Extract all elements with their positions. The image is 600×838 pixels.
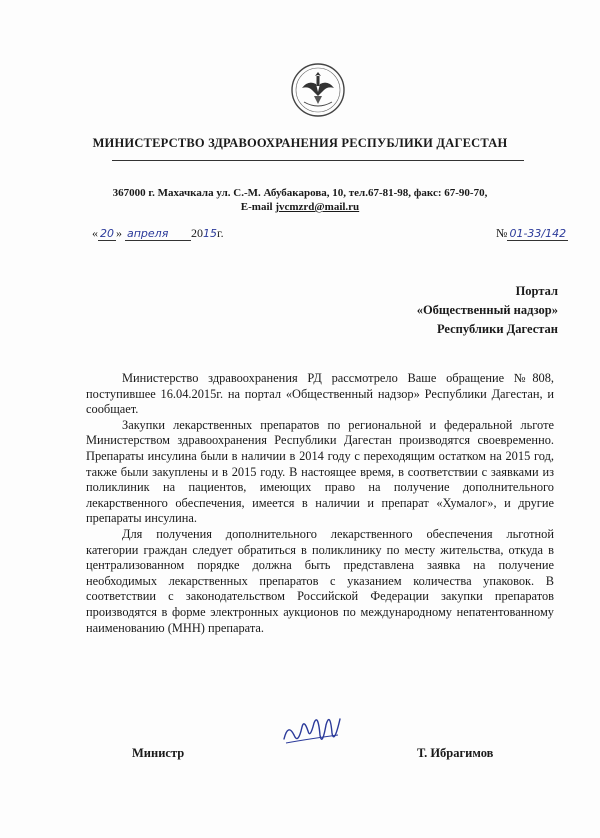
address-line: 367000 г. Махачкала ул. С.-М. Абубакарова, 10, тел.67-81-98, факс: 67-90-70, (112, 187, 488, 199)
date-close-quote: » (116, 226, 122, 240)
recipient-line: «Общественный надзор» (416, 303, 558, 317)
email-line (0, 200, 600, 214)
ministry-title: МИНИСТЕРСТВО ЗДРАВООХРАНЕНИЯ РЕСПУБЛИКИ ДАГЕСТАН (92, 136, 508, 150)
date-year-suffix: 15 (203, 227, 217, 240)
email-link[interactable]: jvcmzrd@mail.ru (275, 201, 360, 213)
date-year-prefix: 20 (191, 226, 203, 240)
date-month: апреля (125, 227, 191, 241)
letterhead-address (0, 186, 600, 214)
signature-name: Т. Ибрагимов (417, 746, 494, 760)
header-divider (112, 160, 524, 161)
signature-role: Министр (132, 746, 185, 760)
body-paragraph: Министерство здравоохранения РД рассмотрело Ваше обращение №808, поступившее 16.04.2015г. на портал «Общественный надзор» Республики Дагестан, и сообщает. (86, 371, 554, 417)
recipient-block (417, 282, 558, 339)
recipient-line: Портал (515, 284, 558, 298)
email-label: E-mail (240, 201, 276, 213)
letter-body (86, 371, 554, 636)
date-year-end: г. (217, 226, 224, 240)
reference-prefix: № (496, 226, 508, 240)
letter-date (92, 226, 224, 241)
body-paragraph: Закупки лекарственных препаратов по региональной и федеральной льготе Министерством здравоохранения Республики Дагестан производятся своевременно. Препараты инсулина были в наличии в 2014 году с переходящим остатком на 2015 год, также были закуплены и в 2015 году. В настоящее время, в соответствии с заявками из поликлиник на пациентов, имеющих право на получение дополнительного лекарственного обеспечения, имеется в наличии и препарат «Хумалог», и другие препараты инсулина. (86, 417, 554, 526)
coat-of-arms-icon (290, 62, 346, 118)
body-paragraph: Для получения дополнительного лекарственного обеспечения льготной категории граждан следует обратиться в поликлинику по месту жительства, откуда в централизованном порядке должна быть представлена заявка на получение необходимых лекарственных препаратов с указанием количества упаковок. В соответствии с законодательством Российской Федерации закупки препаратов производятся в форме электронных аукционов по международному непатентованному наименованию (МНН) препарата. (86, 526, 554, 635)
date-day: 20 (100, 227, 114, 240)
date-open-quote: « (92, 226, 98, 240)
reference-value: 01-33/142 (509, 227, 567, 240)
reference-number (496, 226, 568, 241)
recipient-line: Республики Дагестан (436, 322, 558, 336)
handwritten-signature (278, 705, 350, 757)
